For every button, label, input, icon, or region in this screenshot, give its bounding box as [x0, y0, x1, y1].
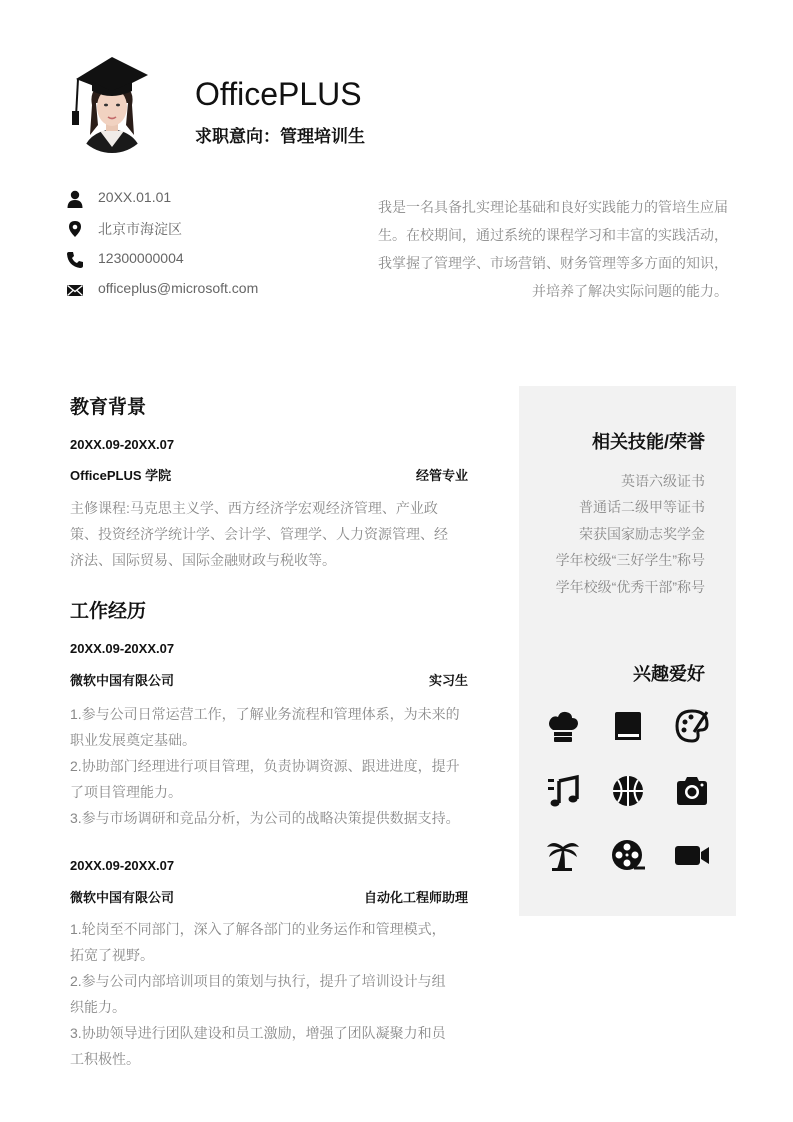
job-line: 拓宽了视野。 [70, 947, 154, 963]
candidate-name: OfficePLUS [195, 76, 362, 112]
self-summary [360, 193, 728, 305]
phone-icon [66, 251, 84, 269]
school-name: OfficePLUS 学院 [70, 468, 172, 483]
job-line: 职业发展奠定基础。 [70, 732, 196, 748]
basketball-icon [610, 773, 646, 809]
job-intent: 求职意向：管理培训生 [195, 127, 365, 146]
skill-item: 学年校级“优秀干部”称号 [555, 579, 705, 595]
skill-item: 英语六级证书 [621, 473, 705, 489]
job-description [70, 701, 482, 831]
job-line: 了项目管理能力。 [70, 784, 182, 800]
profile-photo [70, 55, 150, 158]
contact-birthdate [66, 188, 346, 212]
film-reel-icon [610, 837, 646, 873]
book-icon [610, 708, 646, 744]
job-line: 3.参与市场调研和竞品分析，为公司的战略决策提供数据支持。 [70, 810, 460, 826]
job-line: 1.轮岗至不同部门，深入了解各部门的业务运作和管理模式， [70, 921, 446, 937]
envelope-icon [66, 281, 84, 299]
job-company: 微软中国有限公司 [70, 673, 175, 688]
summary-line: 生。在校期间，通过系统的课程学习和丰富的实践活动， [378, 227, 728, 243]
skill-item: 学年校级“三好学生”称号 [555, 552, 705, 568]
job-line: 3.协助领导进行团队建设和员工激励，增强了团队凝聚力和员 [70, 1025, 446, 1041]
education-date: 20XX.09-20XX.07 [70, 437, 175, 452]
course-line: 策、投资经济学统计学、会计学、管理学、人力资源管理、经 [70, 526, 448, 542]
palette-icon [674, 708, 710, 744]
job-date: 20XX.09-20XX.07 [70, 858, 175, 873]
job-role: 自动化工程师助理 [363, 890, 468, 905]
job-line: 工积极性。 [70, 1051, 140, 1067]
video-camera-icon [674, 837, 710, 873]
camera-icon [674, 773, 710, 809]
contact-location [66, 218, 346, 242]
education-heading: 教育背景 [70, 397, 147, 418]
location-pin-icon [66, 220, 84, 238]
contact-email [66, 279, 346, 303]
location-text: 北京市海淀区 [98, 221, 182, 237]
job-company: 微软中国有限公司 [70, 890, 175, 905]
job-role: 实习生 [428, 673, 468, 688]
summary-line: 我是一名具备扎实理论基础和良好实践能力的管培生应届 [378, 199, 728, 215]
palm-tree-icon [545, 837, 581, 873]
education-courses [70, 495, 482, 573]
summary-line: 我掌握了管理学、市场营销、财务管理等多方面的知识， [378, 255, 728, 271]
job-line: 2.协助部门经理进行项目管理，负责协调资源、跟进进度，提升 [70, 758, 460, 774]
major-name: 经管专业 [415, 468, 468, 483]
birthdate-text: 20XX.01.01 [98, 189, 172, 205]
job-line: 1.参与公司日常运营工作，了解业务流程和管理体系，为未来的 [70, 706, 460, 722]
job-line: 织能力。 [70, 999, 126, 1015]
job-description [70, 916, 482, 1072]
skill-item: 普通话二级甲等证书 [579, 499, 705, 515]
summary-line: 并培养了解决实际问题的能力。 [532, 283, 728, 299]
skills-heading: 相关技能/荣誉 [591, 432, 705, 452]
chef-hat-icon [545, 708, 581, 744]
phone-text: 12300000004 [98, 250, 184, 266]
contact-phone [66, 249, 346, 273]
course-line: 济法、国际贸易、国际金融财政与税收等。 [70, 552, 336, 568]
music-note-icon [545, 773, 581, 809]
job-line: 2.参与公司内部培训项目的策划与执行，提升了培训设计与组 [70, 973, 446, 989]
job-date: 20XX.09-20XX.07 [70, 641, 175, 656]
hobbies-heading: 兴趣爱好 [633, 664, 705, 684]
person-icon [66, 190, 84, 208]
work-heading: 工作经历 [70, 601, 147, 622]
email-text: officeplus@microsoft.com [98, 280, 259, 296]
course-line: 主修课程:马克思主义学、西方经济学宏观经济管理、产业政 [70, 500, 438, 516]
skill-item: 荣获国家励志奖学金 [579, 526, 705, 542]
